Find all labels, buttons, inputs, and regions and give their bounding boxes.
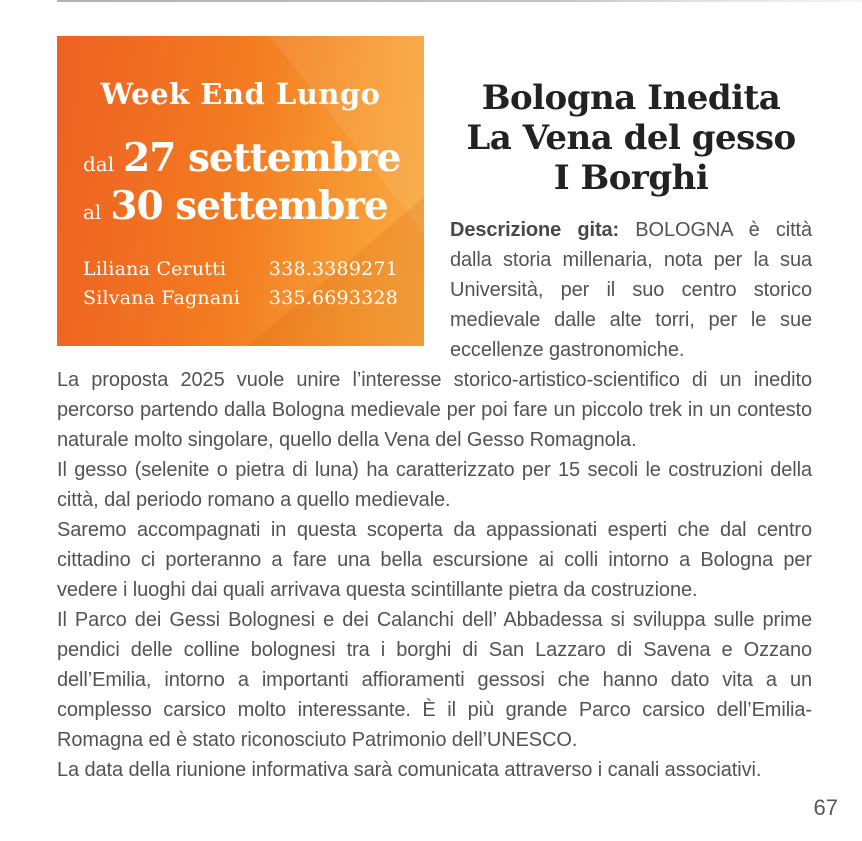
date-to-prefix: al [83,200,102,224]
contact-row [83,255,398,284]
body-paragraph: La proposta 2025 vuole unire l’interesse storico-artistico-scientifico di un inedito percorso partendo dalla Bologna medievale per poi fare un piccolo trek in un contesto naturale molto singolare, quello della Vena del Gesso Romagnola. [57,369,812,451]
article-title-line: Bologna Inedita [481,78,781,118]
page-number: 67 [813,795,838,820]
description-text: BOLOGNA è città dalla storia millenaria, nota per la sua Università, per il suo centro storico medievale dalle alte torri, per le sue eccellenze gastronomiche. [450,219,813,361]
description-label: Descrizione gita: [450,219,620,241]
body-paragraph: Il gesso (selenite o pietra di luna) ha caratterizzato per 15 secoli le costruzioni della città, dal periodo romano a quello medievale. [57,459,812,511]
date-from-line [83,135,401,181]
page-top-edge-line [57,0,862,2]
body-paragraph: La data della riunione informativa sarà comunicata attraverso i canali associativi. [57,759,762,781]
contact-phone: 338.3389271 [268,258,398,280]
article-title-line: La Vena del gesso [466,118,796,158]
contact-name: Silvana Fagnani [83,287,241,309]
contact-name: Liliana Cerutti [83,258,227,280]
date-from-value: 27 settembre [123,135,401,181]
promo-box [57,36,424,346]
body-paragraph: Saremo accompagnati in questa scoperta da appassionati esperti che dal centro cittadino ci porteranno a fare una bella escursione ai colli intorno a Bologna per vedere i luoghi dai quali arrivava questa scintillante pietra da costruzione. [57,519,812,601]
contact-list [83,255,398,313]
date-to-line [83,183,398,229]
promo-title: Week End Lungo [100,77,381,111]
date-from-prefix: dal [83,152,115,176]
contact-phone: 335.6693328 [268,287,398,309]
promo-box-inner [57,77,424,313]
date-to-value: 30 settembre [110,183,388,229]
article-title-line: I Borghi [553,158,709,198]
body-paragraph: Il Parco dei Gessi Bolognesi e dei Calanchi dell’ Abbadessa si sviluppa sulle prime pendici delle colline bolognesi tra i borghi di San Lazzaro di Savena e Ozzano dell’Emilia, intorno a importanti affioramenti gessosi che hanno dato vita a un complesso carsico molto interessante. È il più grande Parco carsico dell’Emilia-Romagna ed è stato riconosciuto Patrimonio dell’UNESCO. [57,609,812,751]
contact-row [83,284,398,313]
